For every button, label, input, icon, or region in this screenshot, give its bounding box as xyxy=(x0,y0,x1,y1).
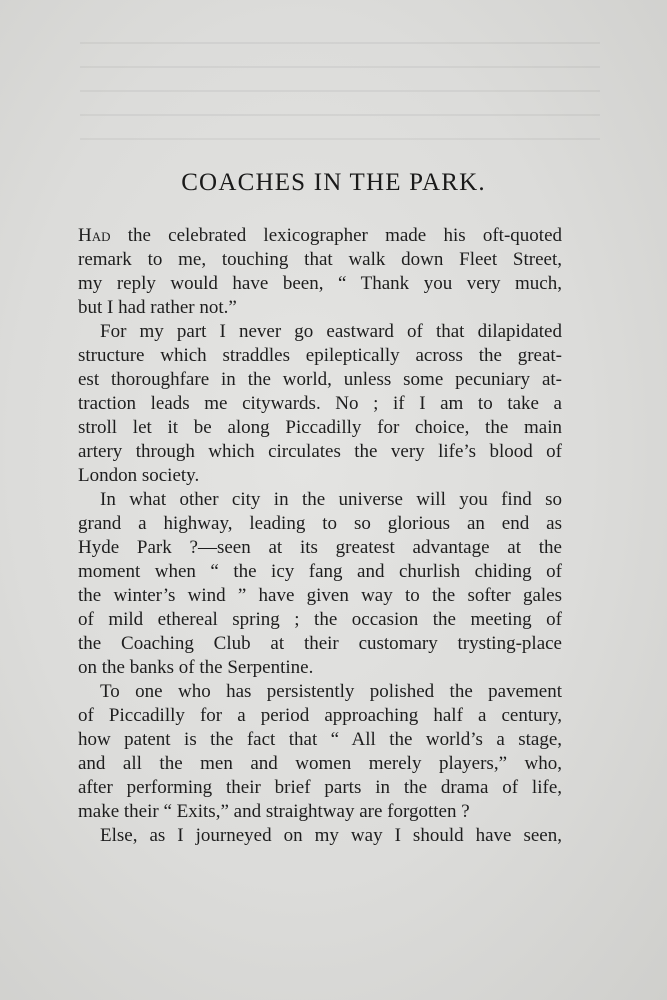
text-line: how patent is the fact that “ All the world’s a stage, xyxy=(78,729,562,750)
text-line: In what other city in the universe will you find so xyxy=(100,489,562,510)
text-line: London society. xyxy=(78,465,200,486)
text-line: structure which straddles epileptically across the great- xyxy=(78,345,562,366)
bleed-through-text xyxy=(80,20,600,150)
text-line: For my part I never go eastward of that dilapidated xyxy=(100,321,562,342)
text-line: To one who has persistently polished the pavement xyxy=(100,681,562,702)
text-line: the winter’s wind ” have given way to the softer gales xyxy=(78,585,562,606)
text-line: and all the men and women merely players,” who, xyxy=(78,753,562,774)
text-line: of Piccadilly for a period approaching half a century, xyxy=(78,705,562,726)
chapter-title: COACHES IN THE PARK. xyxy=(181,169,486,196)
text-line: moment when “ the icy fang and churlish chiding of xyxy=(78,561,562,582)
text-line: est thoroughfare in the world, unless some pecuniary at- xyxy=(78,369,562,390)
text-line: but I had rather not.” xyxy=(78,297,237,318)
text-line: artery through which circulates the very life’s blood of xyxy=(78,441,562,462)
text-line: Had the celebrated lexicographer made his oft-quoted xyxy=(78,225,562,246)
text-line: my reply would have been, “ Thank you very much, xyxy=(78,273,562,294)
text-line: grand a highway, leading to so glorious an end as xyxy=(78,513,562,534)
text-line: on the banks of the Serpentine. xyxy=(78,657,314,678)
text-line: Hyde Park ?—seen at its greatest advantage at the xyxy=(78,537,562,558)
text-line: Else, as I journeyed on my way I should have seen, xyxy=(100,825,562,846)
text-line: traction leads me citywards. No ; if I am to take a xyxy=(78,393,562,414)
text-line: stroll let it be along Piccadilly for choice, the main xyxy=(78,417,562,438)
text-line: remark to me, touching that walk down Fleet Street, xyxy=(78,249,562,270)
text-line: of mild ethereal spring ; the occasion the meeting of xyxy=(78,609,562,630)
text-line: after performing their brief parts in the drama of life, xyxy=(78,777,562,798)
text-line: make their “ Exits,” and straightway are forgotten ? xyxy=(78,801,470,822)
drop-word: Had xyxy=(78,225,111,246)
text-line: the Coaching Club at their customary trysting-place xyxy=(78,633,562,654)
